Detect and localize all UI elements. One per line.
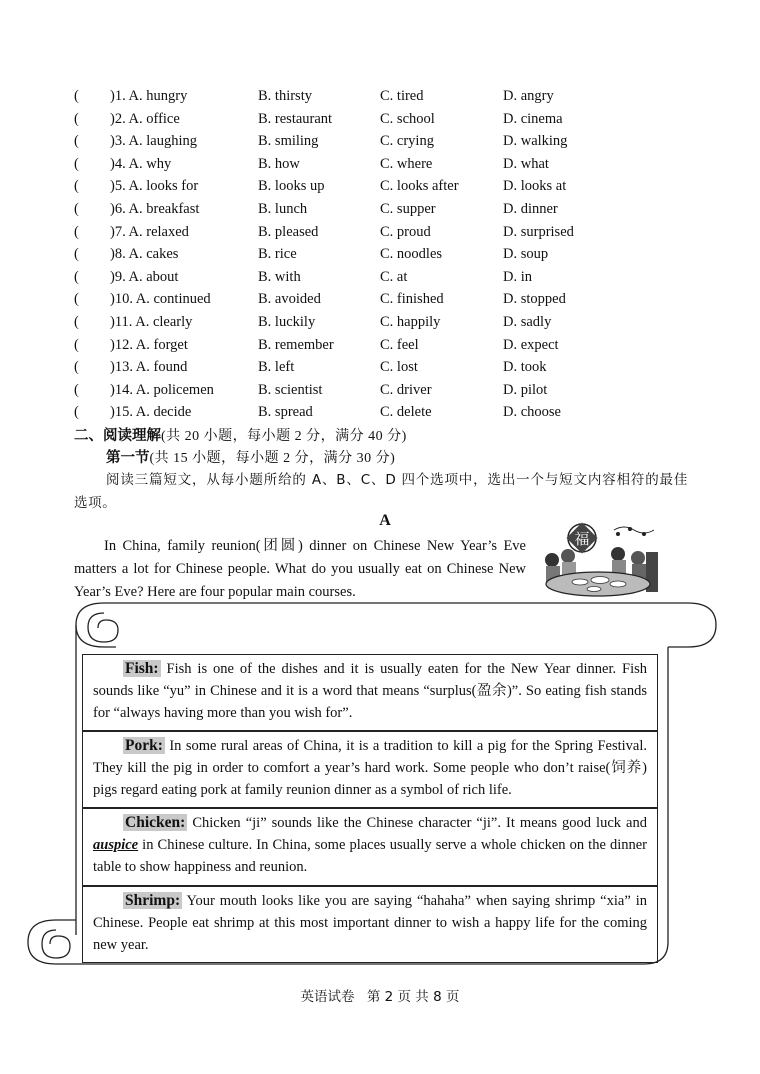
question-option-d: D. expect [503,336,559,353]
answer-blank[interactable]: ( [74,110,79,127]
answer-blank[interactable]: ( [74,336,79,353]
answer-blank[interactable]: ( [74,88,79,104]
question-option-b: B. rice [258,246,297,263]
answer-blank[interactable]: ( [74,155,79,172]
question-option-a: )11. A. clearly [110,314,193,330]
answer-blank[interactable]: ( [74,404,79,421]
question-option-d: D. what [503,155,549,172]
question-option-d: D. angry [503,88,554,104]
course-text-chicken-a: Chicken “ji” sounds like the Chinese character “ji”. It means good luck and [187,815,647,831]
course-box-chicken [82,808,658,886]
question-option-d: D. in [503,268,532,285]
answer-blank[interactable]: ( [74,314,79,330]
question-option-c: C. feel [380,336,419,353]
question-option-b: B. spread [258,404,313,421]
page-footer [0,985,760,1005]
question-option-d: D. walking [503,133,568,150]
question-option-b: B. lunch [258,201,308,217]
course-name-shrimp: Shrimp: [125,892,181,909]
answer-blank[interactable]: ( [74,201,79,217]
question-option-c: C. supper [380,201,436,217]
question-option-c: C. school [380,110,435,127]
question-option-a: )9. A. about [110,268,179,285]
question-option-c: C. noodles [380,246,443,263]
question-option-c: C. tired [380,88,424,104]
question-option-b: B. luckily [258,314,316,330]
course-box-pork [82,731,658,808]
question-option-b: B. avoided [258,291,321,308]
question-option-c: C. at [380,268,408,285]
question-option-b: B. left [258,359,295,376]
question-option-d: D. took [503,359,547,376]
question-option-a: )13. A. found [110,359,188,376]
question-option-d: D. choose [503,404,561,421]
course-name-fish: Fish: [125,660,159,677]
question-option-d: D. sadly [503,314,552,330]
question-option-c: C. lost [380,359,418,376]
question-option-c: C. delete [380,404,432,421]
answer-blank[interactable]: ( [74,268,79,285]
answer-blank[interactable]: ( [74,223,79,240]
course-box-fish [82,654,658,731]
question-option-c: C. proud [380,223,431,240]
question-option-a: )14. A. policemen [110,381,214,398]
question-option-c: C. where [380,155,433,172]
answer-blank[interactable]: ( [74,381,79,398]
section-2-heading: 二、阅读理解(共 20 小题，每小题 2 分，满分 40 分) [74,428,407,444]
question-option-a: )10. A. continued [110,291,211,308]
question-option-a: )2. A. office [110,110,180,127]
question-option-d: D. pilot [503,381,548,398]
course-box-shrimp [82,886,658,963]
footer-page-number: 第 2 页 共 8 页 [366,989,460,1005]
keyword-auspice: auspice [93,837,139,853]
fu-character: 福 [574,530,590,548]
question-option-b: B. scientist [258,381,323,398]
question-option-a: )7. A. relaxed [110,223,189,240]
question-option-c: C. finished [380,291,444,308]
question-option-d: D. stopped [503,291,566,308]
question-option-c: C. looks after [380,178,459,195]
part-1-heading: 第一节(共 15 小题，每小题 2 分，满分 30 分) [106,450,396,466]
question-option-b: B. how [258,155,300,172]
question-option-b: B. smiling [258,133,319,150]
question-option-b: B. restaurant [258,110,333,127]
question-option-b: B. pleased [258,223,319,240]
instructions: 阅读三篇短文，从每小题所给的 A、B、C、D 四个选项中，选出一个与短文内容相符的最佳选项。 [74,472,688,511]
question-option-a: )3. A. laughing [110,133,197,150]
course-text-pork: In some rural areas of China, it is a tradition to kill a pig for the Spring Festival. They kill the pig in order to comfort a year’s hard work. Some people who don’t raise(饲养) pigs regard eating pork at family reunion dinner as a symbol of rich life. [93,738,647,798]
question-option-a: )8. A. cakes [110,246,179,263]
question-option-d: D. dinner [503,201,558,217]
question-option-a: )12. A. forget [110,336,188,353]
passage-intro: In China, family reunion(团圆) dinner on Chinese New Year’s Eve matters a lot for Chinese people. What do you usually eat on Chinese New Year’s Eve? Here are four popular main courses. [74,538,526,600]
footer-subject: 英语试卷 [300,989,355,1005]
question-option-d: D. cinema [503,110,563,127]
course-text-fish: Fish is one of the dishes and it is usually eaten for the New Year dinner. Fish sounds like “yu” in Chinese and it is a word that means “surplus(盈余)”. So eating fish stands for “always having more than you wish for”. [93,661,647,721]
question-option-a: )5. A. looks for [110,178,199,195]
answer-blank[interactable]: ( [74,359,79,376]
answer-blank[interactable]: ( [74,133,79,150]
question-option-d: D. soup [503,246,549,263]
question-option-a: )15. A. decide [110,404,192,421]
question-option-b: B. with [258,268,301,285]
question-option-a: )1. A. hungry [110,88,188,104]
question-option-c: C. happily [380,314,441,330]
answer-blank[interactable]: ( [74,178,79,195]
answer-blank[interactable]: ( [74,246,79,263]
course-name-pork: Pork: [125,737,163,754]
answer-blank[interactable]: ( [74,291,79,308]
question-option-c: C. driver [380,381,432,398]
question-option-d: D. looks at [503,178,567,195]
question-option-c: C. crying [380,133,434,150]
question-option-b: B. remember [258,336,334,353]
question-option-a: )4. A. why [110,155,172,172]
course-name-chicken: Chicken: [125,814,186,831]
question-option-b: B. looks up [258,178,325,195]
question-option-b: B. thirsty [258,88,312,104]
passage-letter: A [379,512,391,529]
question-option-a: )6. A. breakfast [110,201,200,217]
question-option-d: D. surprised [503,223,574,240]
course-text-shrimp: Your mouth looks like you are saying “hahaha” when saying shrimp “xia” in Chinese. People eat shrimp at this most important dinner to wish a happy life for the coming new year. [93,893,647,953]
course-text-chicken-b: in Chinese culture. In China, some places usually serve a whole chicken on the dinner table to show happiness and reunion. [93,837,647,875]
